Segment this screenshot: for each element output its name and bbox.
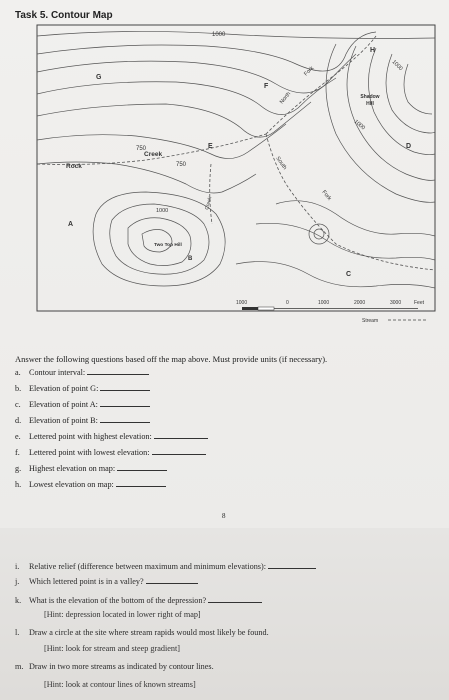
contour-label-1000-top: 1000 xyxy=(212,32,226,38)
answer-blank-f[interactable] xyxy=(152,446,206,455)
answer-blank-g[interactable] xyxy=(117,462,167,471)
contour-label-1000-hill: 1000 xyxy=(156,208,169,214)
question-l: l. Draw a circle at the site where stream rapids would most likely be found. xyxy=(15,628,269,637)
hint-l: [Hint: look for stream and steep gradient] xyxy=(44,644,180,653)
scale-tick-1000-left: 1000 xyxy=(236,300,248,306)
streams xyxy=(37,36,435,270)
answer-blank-k[interactable] xyxy=(208,594,262,603)
hint-m: [Hint: look at contour lines of known streams] xyxy=(44,680,196,689)
point-e: E xyxy=(208,143,213,150)
question-f: f. Lettered point with lowest elevation: xyxy=(15,446,206,457)
point-g: G xyxy=(96,74,102,81)
contour-map xyxy=(36,24,436,336)
north-fork-label: Fork xyxy=(303,65,316,78)
creek-vertical-label: Creek xyxy=(204,196,214,211)
map-border xyxy=(37,25,435,311)
question-k: k. What is the elevation of the bottom of the depression? xyxy=(15,594,262,605)
page-number: 8 xyxy=(222,512,226,520)
task-title: Task 5. Contour Map xyxy=(15,10,113,21)
answer-blank-h[interactable] xyxy=(116,478,166,487)
question-d: d. Elevation of point B: xyxy=(15,414,150,425)
scale-tick-3000: 3000 xyxy=(390,300,402,306)
instructions: Answer the following questions based off the map above. Must provide units (if necessary). xyxy=(15,354,328,364)
point-b: B xyxy=(188,256,193,262)
point-d: D xyxy=(406,143,412,150)
stream-legend xyxy=(362,318,426,324)
contour-label-750-b: 750 xyxy=(176,162,187,168)
north-label: North xyxy=(278,91,293,106)
question-m: m. Draw in two more streams as indicated by contour lines. xyxy=(15,662,214,671)
point-c: C xyxy=(346,271,352,278)
answer-blank-a[interactable] xyxy=(87,366,149,375)
scale-bar xyxy=(236,300,425,310)
contour-lines xyxy=(37,31,435,288)
shadow-hill-label-2: Hill xyxy=(366,101,374,107)
answer-blank-d[interactable] xyxy=(100,414,150,423)
scale-tick-2000: 2000 xyxy=(354,300,366,306)
point-h: H xyxy=(370,47,376,54)
south-fork-label: Fork xyxy=(320,189,333,202)
answer-blank-j[interactable] xyxy=(146,575,198,584)
question-j: j. Which lettered point is in a valley? xyxy=(15,575,198,586)
hint-k: [Hint: depression located in lower right of map] xyxy=(44,610,201,619)
answer-blank-c[interactable] xyxy=(100,398,150,407)
question-e: e. Lettered point with highest elevation: xyxy=(15,430,208,441)
question-g: g. Highest elevation on map: xyxy=(15,462,167,473)
shadow-hill-label-1: Shadow xyxy=(360,94,380,100)
question-c: c. Elevation of point A: xyxy=(15,398,150,409)
rock-label: Rock xyxy=(66,163,82,170)
scale-tick-0: 0 xyxy=(286,300,289,306)
question-i: i. Relative relief (difference between maximum and minimum elevations): xyxy=(15,560,316,571)
question-h: h. Lowest elevation on map: xyxy=(15,478,166,489)
point-f: F xyxy=(264,83,269,90)
two-top-hill-label: Two Top Hill xyxy=(154,243,182,248)
south-label: South xyxy=(274,155,288,171)
answer-blank-i[interactable] xyxy=(268,560,316,569)
contour-label-750-a: 750 xyxy=(136,146,147,152)
legend-stream-label: Stream xyxy=(362,318,379,324)
point-a: A xyxy=(68,221,74,228)
scale-unit: Feet xyxy=(414,300,425,306)
answer-blank-b[interactable] xyxy=(100,382,150,391)
worksheet-page-bottom xyxy=(0,528,449,700)
contour-label-1000-right: 1000 xyxy=(390,59,404,73)
scale-tick-1000: 1000 xyxy=(318,300,330,306)
question-a: a. Contour interval: xyxy=(15,366,149,377)
question-b: b. Elevation of point G: xyxy=(15,382,150,393)
creek-label: Creek xyxy=(144,151,163,158)
answer-blank-e[interactable] xyxy=(154,430,208,439)
contour-label-1000-shadow: 1000 xyxy=(352,118,366,132)
